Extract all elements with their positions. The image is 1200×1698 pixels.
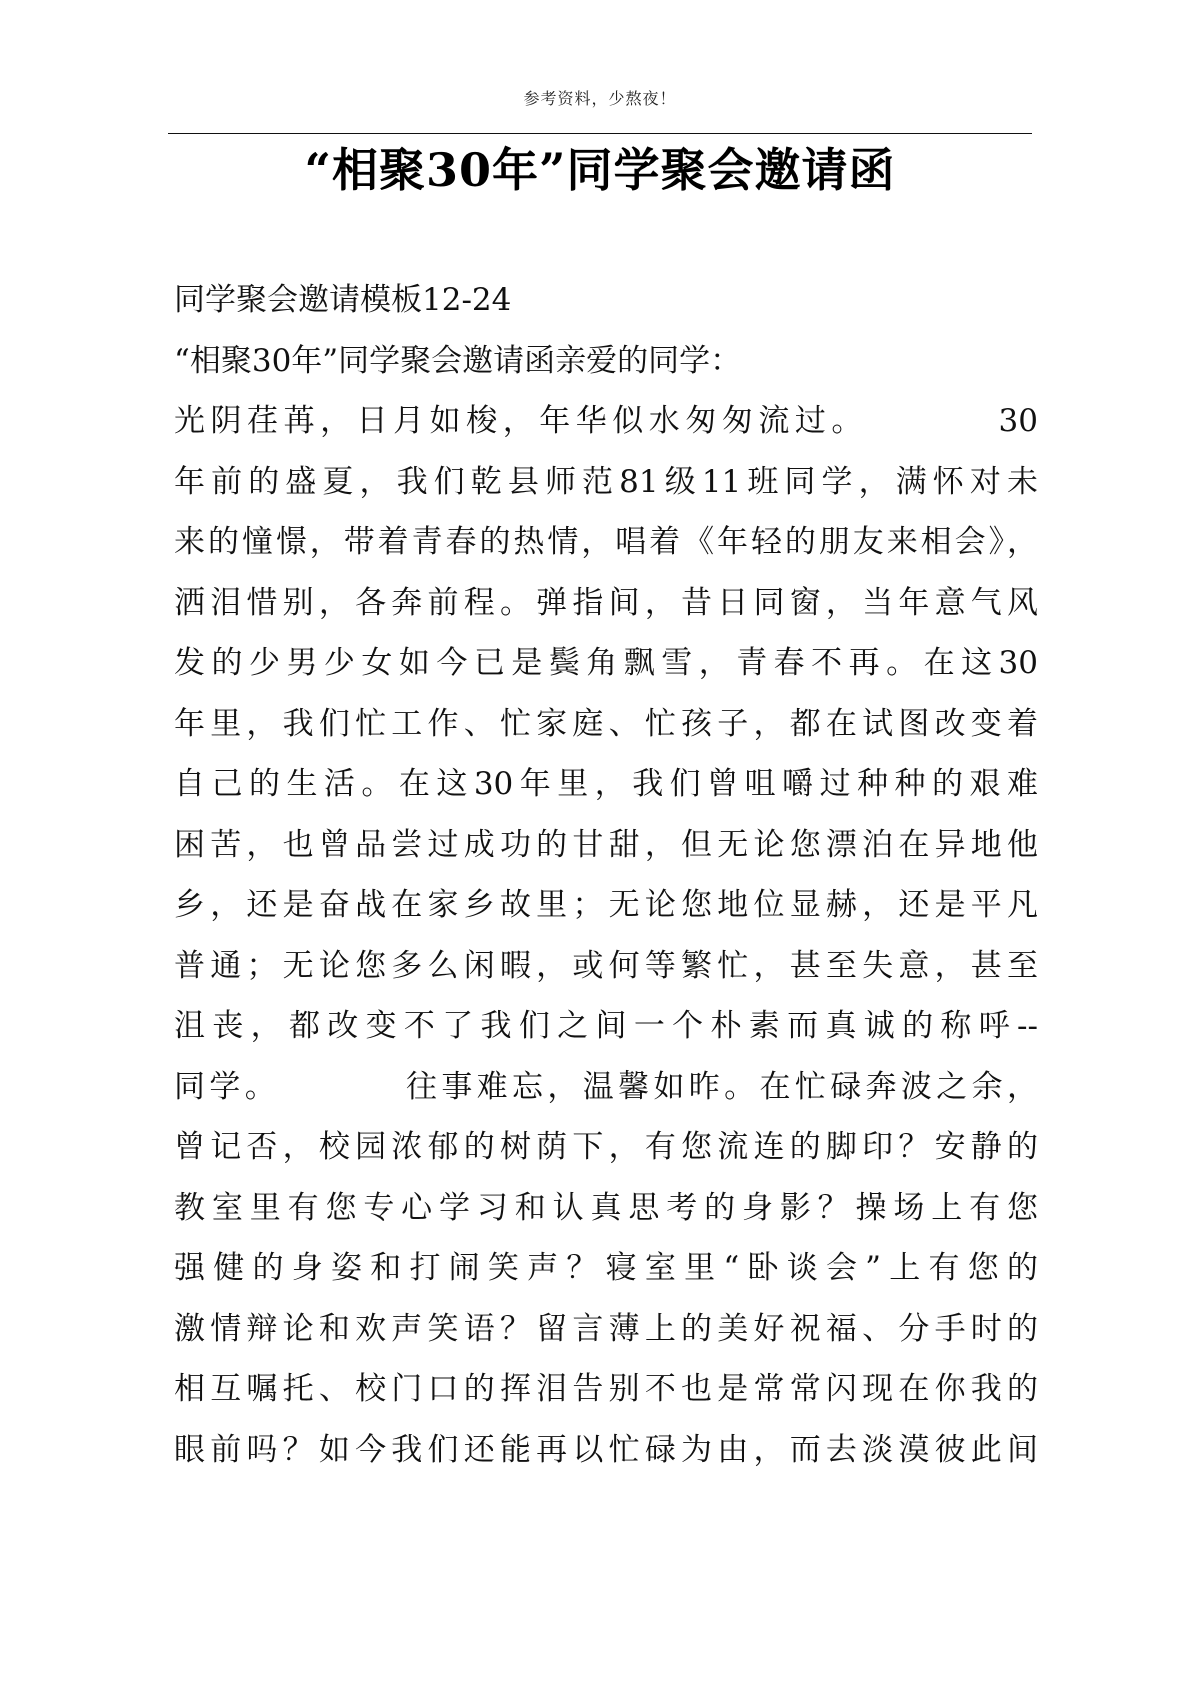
body-line: 相互嘱托、校门口的挥泪告别不也是常常闪现在你我的 bbox=[174, 1371, 1038, 1407]
body-line: 困苦，也曾品尝过成功的甘甜，但无论您漂泊在异地他 bbox=[174, 826, 1038, 863]
body-line: 光阴荏苒，日月如梭，年华似水匆匆流过。 30 bbox=[174, 403, 1038, 439]
body-line: 强健的身姿和打闹笑声？寝室里“卧谈会”上有您的 bbox=[174, 1250, 1038, 1286]
body-line: 乡，还是奋战在家乡故里；无论您地位显赫，还是平凡 bbox=[174, 887, 1038, 923]
body-line: 洒泪惜别，各奔前程。弹指间，昔日同窗，当年意气风 bbox=[174, 584, 1038, 621]
header-note: 参考资料，少熬夜！ bbox=[523, 89, 677, 108]
document-title: “相聚30年”同学聚会邀请函 bbox=[304, 143, 896, 197]
body-line: 同学。 往事难忘，温馨如昨。在忙碌奔波之余， bbox=[174, 1068, 1038, 1105]
body-line: 激情辩论和欢声笑语？留言薄上的美好祝福、分手时的 bbox=[174, 1310, 1038, 1347]
body-line: 教室里有您专心学习和认真思考的身影？操场上有您 bbox=[174, 1189, 1038, 1226]
document-body bbox=[174, 270, 1038, 1480]
body-line: 沮丧，都改变不了我们之间一个朴素而真诚的称呼-- bbox=[174, 1008, 1038, 1044]
body-line: 来的憧憬，带着青春的热情，唱着《年轻的朋友来相会》， bbox=[174, 524, 1038, 560]
body-line: 曾记否，校园浓郁的树荫下，有您流连的脚印？安静的 bbox=[174, 1129, 1038, 1165]
body-line: 年前的盛夏，我们乾县师范81级11班同学，满怀对未 bbox=[174, 463, 1038, 500]
body-line: 年里，我们忙工作、忙家庭、忙孩子，都在试图改变着 bbox=[174, 705, 1038, 742]
body-line: 发的少男少女如今已是鬓角飘雪，青春不再。在这30 bbox=[174, 645, 1038, 681]
body-line: 眼前吗？如今我们还能再以忙碌为由，而去淡漠彼此间 bbox=[174, 1431, 1038, 1468]
body-line: 自己的生活。在这30年里，我们曾咀嚼过种种的艰难 bbox=[174, 766, 1038, 802]
body-line: 普通；无论您多么闲暇，或何等繁忙，甚至失意，甚至 bbox=[174, 947, 1038, 984]
subtitle-line: 同学聚会邀请模板12-24 bbox=[174, 282, 512, 318]
header-divider bbox=[168, 133, 1032, 134]
salutation-line: “相聚30年”同学聚会邀请函亲爱的同学： bbox=[174, 342, 742, 379]
